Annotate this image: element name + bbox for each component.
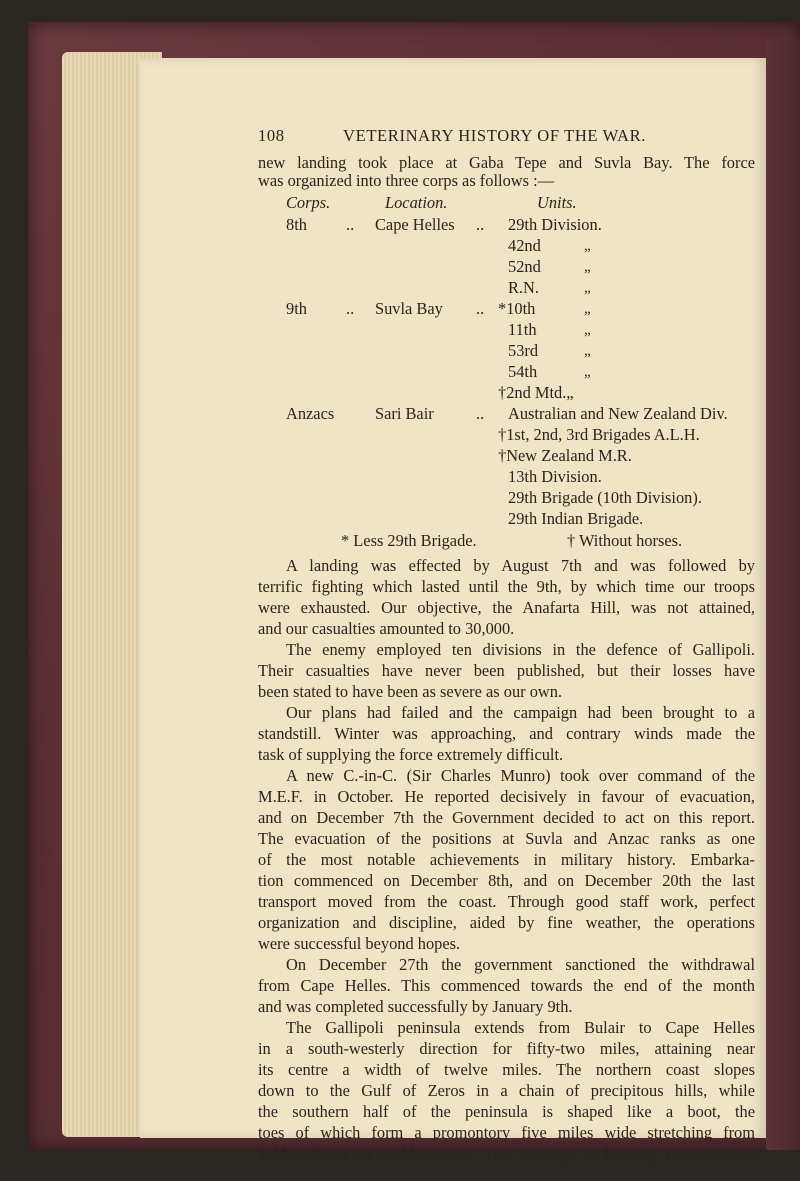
paragraph-line: down to the Gulf of Zeros in a chain of precipitous hills, while	[258, 1081, 755, 1100]
unit-entry: 42nd	[508, 236, 541, 255]
paragraph-line: On December 27th the government sanctioned the withdrawal	[286, 955, 755, 974]
paragraph-line: organization and discipline, aided by fine weather, the operations	[258, 913, 755, 932]
unit-entry: 29th Division.	[508, 215, 602, 234]
paragraph-line: its centre a width of twelve miles. The northern coast slopes	[258, 1060, 755, 1079]
paragraph-line: and our casualties amounted to 30,000.	[258, 619, 515, 638]
paragraph-line: and was completed successfully by January 9th.	[258, 997, 573, 1016]
ditto-mark: „	[584, 343, 591, 359]
unit-entry: 53rd	[508, 341, 539, 360]
leader-dots: ..	[476, 299, 485, 318]
paragraph-line: and on December 7th the Government decided to act on this report.	[258, 808, 755, 827]
paragraph-line: The enemy employed ten divisions in the defence of Gallipoli.	[286, 640, 755, 659]
unit-entry: 52nd	[508, 257, 541, 276]
ditto-mark: „	[584, 259, 591, 275]
paragraph-line: Tekke Burm to Sadd-el-Bahr. The country is broken, mountainous,	[258, 1144, 755, 1163]
paragraph-line: of the most notable achievements in military history. Embarka-	[258, 850, 755, 869]
footnote-star: * Less 29th Brigade.	[341, 531, 477, 550]
intro-line: new landing took place at Gaba Tepe and Suvla Bay. The force	[258, 153, 755, 172]
unit-entry: †1st, 2nd, 3rd Brigades A.L.H.	[498, 425, 700, 444]
corps-name: 9th	[286, 299, 307, 318]
corps-location: Suvla Bay	[375, 299, 443, 318]
paragraph-line: been stated to have been as severe as our own.	[258, 682, 563, 701]
unit-entry: 29th Brigade (10th Division).	[508, 488, 702, 507]
unit-entry: †New Zealand M.R.	[498, 446, 632, 465]
unit-entry: *10th	[498, 299, 536, 318]
ditto-mark: „	[584, 322, 591, 338]
unit-entry: 29th Indian Brigade.	[508, 509, 644, 528]
paragraph-line: standstill. Winter was approaching, and contrary winds made the	[258, 724, 755, 743]
paragraph-line: the southern half of the peninsula is shaped like a boot, the	[258, 1102, 755, 1121]
paragraph-line: M.E.F. in October. He reported decisively in favour of evacuation,	[258, 787, 755, 806]
cover-right-edge	[766, 40, 800, 1150]
paragraph-line: Our plans had failed and the campaign had been brought to a	[286, 703, 755, 722]
unit-entry: 13th Division.	[508, 467, 602, 486]
paragraph-line: The evacuation of the positions at Suvla and Anzac ranks as one	[258, 829, 755, 848]
unit-entry: 54th	[508, 362, 538, 381]
page-number: 108	[258, 126, 285, 145]
corps-location: Sari Bair	[375, 404, 434, 423]
corps-location: Cape Helles	[375, 215, 455, 234]
corps-name: Anzacs	[286, 404, 335, 423]
leader-dots: ..	[476, 215, 485, 234]
ditto-mark: „	[584, 280, 591, 296]
footnote-dagger: † Without horses.	[567, 531, 683, 550]
unit-entry: R.N.	[508, 278, 539, 297]
paragraph-line: from Cape Helles. This commenced towards the end of the month	[258, 976, 755, 995]
running-title: VETERINARY HISTORY OF THE WAR.	[343, 126, 647, 145]
paragraph-line: were successful beyond hopes.	[258, 934, 461, 953]
table-header-location: Location.	[385, 193, 448, 212]
leader-dots: ..	[346, 215, 355, 234]
paragraph-line: terrific fighting which lasted until the 9th, by which time our troops	[258, 577, 755, 596]
intro-line: was organized into three corps as follows :—	[258, 171, 555, 190]
paragraph-line: The Gallipoli peninsula extends from Bulair to Cape Helles	[286, 1018, 755, 1037]
unit-entry: Australian and New Zealand Div.	[508, 404, 728, 423]
paragraph-line: task of supplying the force extremely difficult.	[258, 745, 564, 764]
unit-entry: 11th	[508, 320, 537, 339]
table-header-units: Units.	[537, 193, 577, 212]
leader-dots: ..	[476, 404, 485, 423]
table-header-corps: Corps.	[286, 193, 331, 212]
paragraph-line: tion commenced on December 8th, and on December 20th the last	[258, 871, 755, 890]
paragraph-line: A landing was effected by August 7th and was followed by	[286, 556, 755, 575]
ditto-mark: „	[584, 301, 591, 317]
paragraph-line: A new C.-in-C. (Sir Charles Munro) took over command of the	[286, 766, 755, 785]
paragraph-line: Their casualties have never been published, but their losses have	[258, 661, 755, 680]
ditto-mark: „	[584, 364, 591, 380]
leader-dots: ..	[346, 299, 355, 318]
paragraph-line: toes of which form a promontory five miles wide stretching from	[258, 1123, 755, 1142]
paragraph-line: transport moved from the coast. Through good staff work, perfect	[258, 892, 755, 911]
paragraph-line: in a south-westerly direction for fifty-two miles, attaining near	[258, 1039, 755, 1058]
unit-entry: †2nd Mtd.„	[498, 383, 574, 402]
ditto-mark: „	[584, 238, 591, 254]
paragraph-line: were exhausted. Our objective, the Anafarta Hill, was not attained,	[258, 598, 755, 617]
corps-name: 8th	[286, 215, 307, 234]
